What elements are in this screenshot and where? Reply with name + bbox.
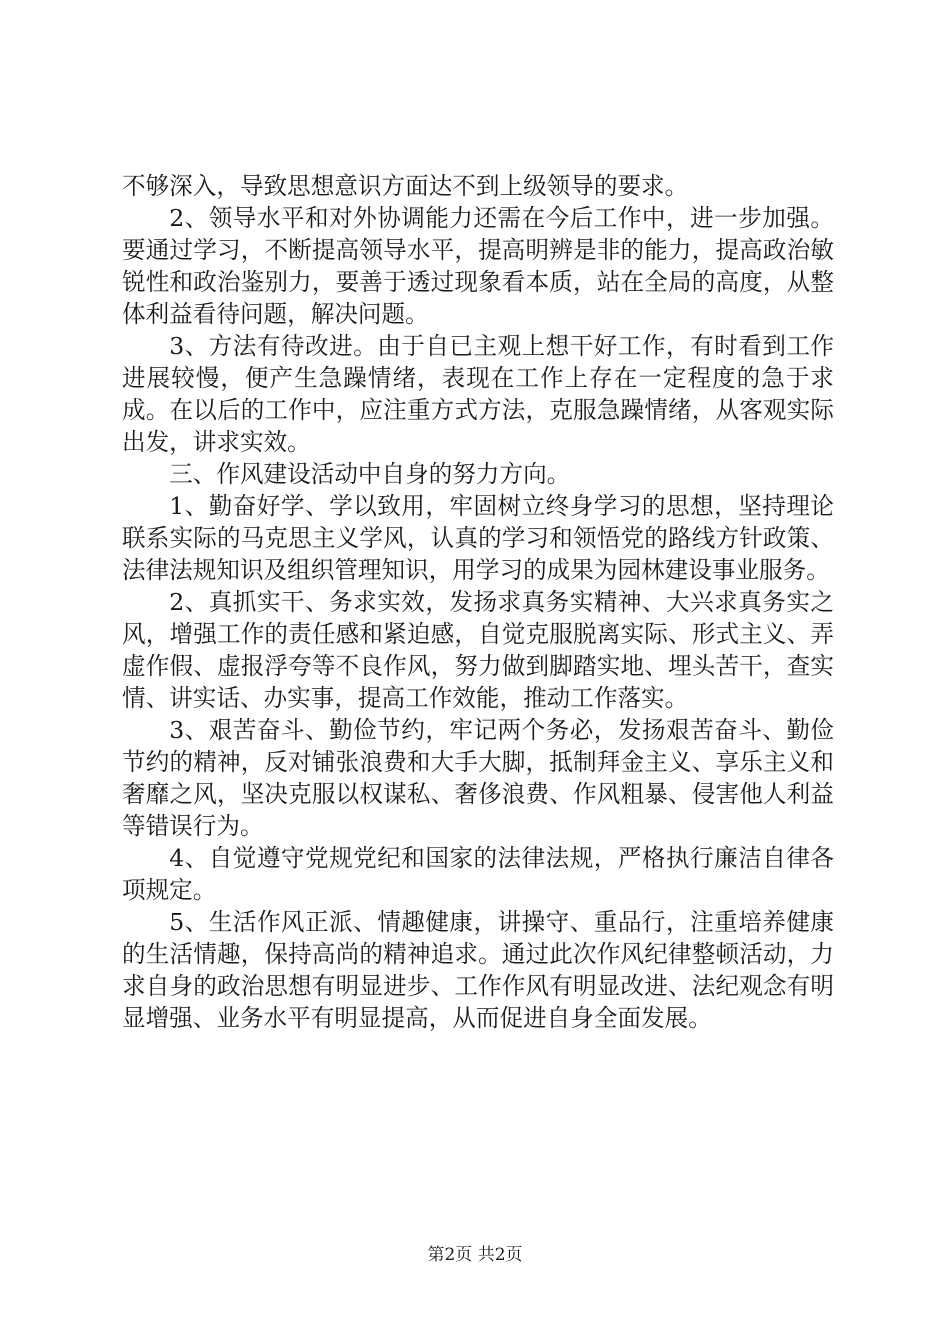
paragraph-3: 3、方法有待改进。由于自已主观上想干好工作，有时看到工作进展较慢，便产生急躁情绪，表现在工作上存在一定程度的急于求成。在以后的工作中，应注重方式方法，克服急躁情绪，从客观实际出发，讲求实效。: [122, 332, 834, 456]
paragraph-4: 1、勤奋好学、学以致用，牢固树立终身学习的思想，坚持理论联系实际的马克思主义学风，认真的学习和领悟党的路线方针政策、法律法规知识及组织管理知识，用学习的成果为园林建设事业服务。: [122, 492, 834, 584]
paragraph-7: 4、自觉遵守党规党纪和国家的法律法规，严格执行廉洁自律各项规定。: [122, 844, 834, 904]
paragraph-1: 不够深入，导致思想意识方面达不到上级领导的要求。: [122, 172, 689, 200]
paragraph-8: 5、生活作风正派、情趣健康，讲操守、重品行，注重培养健康的生活情趣，保持高尚的精神追求。通过此次作风纪律整顿活动，力求自身的政治思想有明显进步、工作作风有明显改进、法纪观念有明显增强、业务水平有明显提高，从而促进自身全面发展。: [122, 908, 834, 1032]
section-heading-3: 三、作风建设活动中自身的努力方向。: [169, 460, 571, 488]
paragraph-5: 2、真抓实干、务求实效，发扬求真务实精神、大兴求真务实之风，增强工作的责任感和紧迫感，自觉克服脱离实际、形式主义、弄虚作假、虚报浮夸等不良作风，努力做到脚踏实地、埋头苦干，查实情、讲实话、办实事，提高工作效能，推动工作落实。: [122, 588, 834, 712]
page-footer: 第2页 共2页: [427, 1245, 523, 1265]
paragraph-6: 3、艰苦奋斗、勤俭节约，牢记两个务必，发扬艰苦奋斗、勤俭节约的精神，反对铺张浪费和大手大脚，抵制拜金主义、享乐主义和奢靡之风，坚决克服以权谋私、奢侈浪费、作风粗暴、侵害他人利益等错误行为。: [122, 716, 834, 840]
document-body: [122, 170, 834, 1034]
paragraph-2: 2、领导水平和对外协调能力还需在今后工作中，进一步加强。要通过学习，不断提高领导水平，提高明辨是非的能力，提高政治敏锐性和政治鉴别力，要善于透过现象看本质，站在全局的高度，从整体利益看待问题，解决问题。: [122, 204, 834, 328]
